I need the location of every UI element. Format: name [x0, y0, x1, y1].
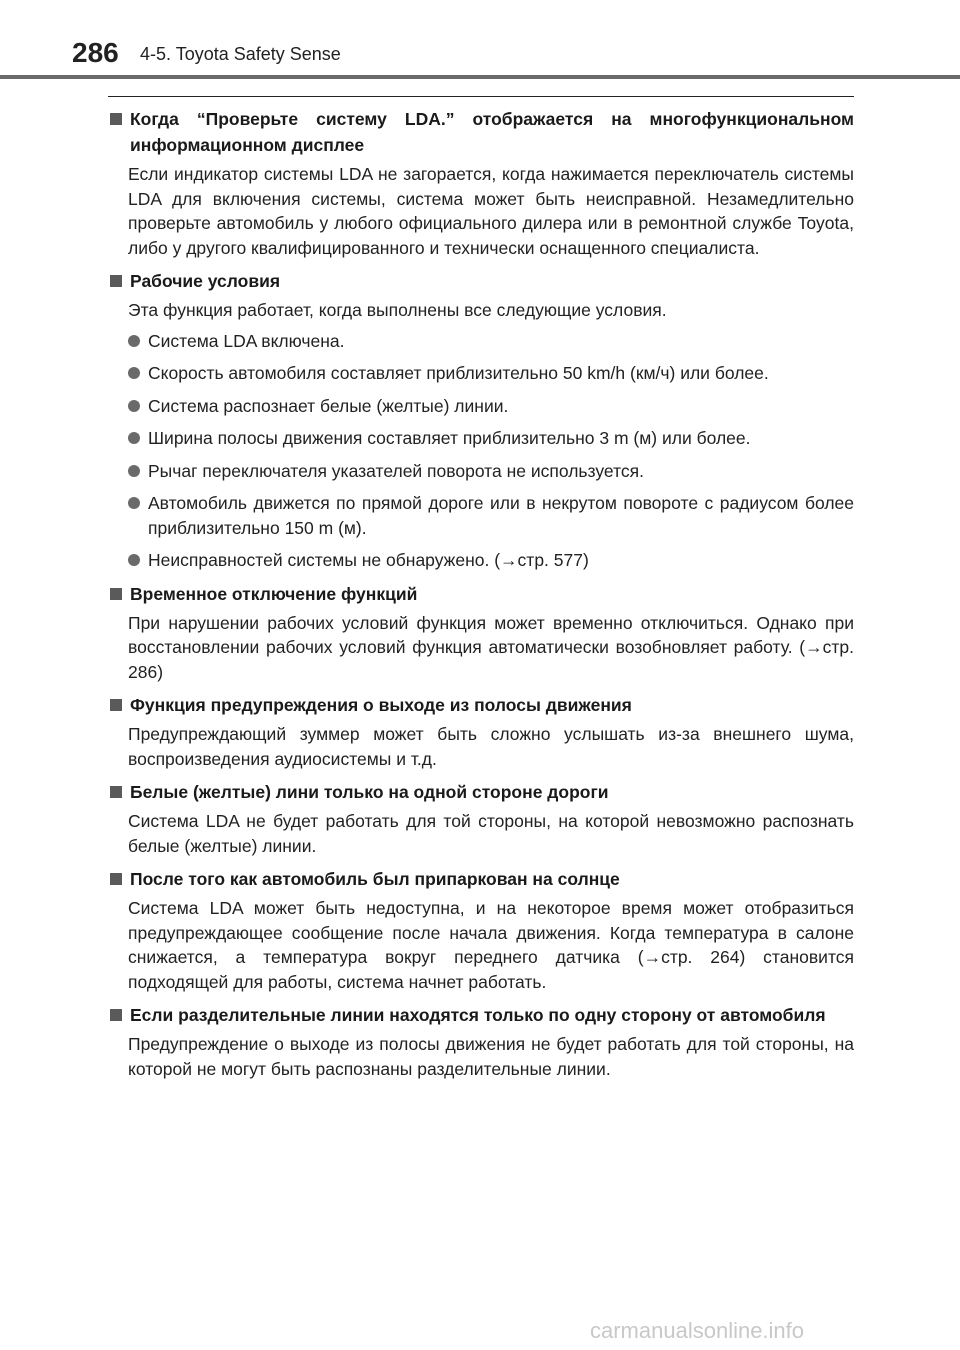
- section-paragraph: Предупреждение о выходе из полосы движения не будет работать для той стороны, на которой не могут быть распознаны разделительные линии.: [128, 1034, 854, 1079]
- section-operating-conditions: [108, 268, 854, 573]
- circle-bullet-icon: [128, 497, 140, 509]
- section-heading-text: Если разделительные линии находятся только по одну сторону от автомобиля: [130, 1005, 826, 1025]
- section-heading-text: Временное отключение функций: [130, 583, 418, 604]
- section-paragraph: Предупреждающий зуммер может быть сложно услышать из-за внешнего шума, воспроизведения аудиосистемы и т.д.: [128, 724, 854, 769]
- list-item: [108, 361, 854, 386]
- list-item: [108, 426, 854, 451]
- square-bullet-icon: [110, 113, 122, 125]
- section-paragraph: При нарушении рабочих условий функция может временно отключиться. Однако при восстановлении рабочих условий функция автоматически возобновляет работу. (→стр. 286): [128, 612, 854, 682]
- section-paragraph: Если индикатор системы LDA не загорается, когда нажимается переключатель системы LDA для включения системы, система может быть неисправной. Незамедлительно проверьте автомобиль у любого официального дилера или в ремонтной службе Toyota, либо у другого квалифицированного и технически оснащенного специалиста.: [128, 164, 854, 258]
- section-heading: [108, 779, 854, 805]
- list-item: [108, 491, 854, 540]
- section-heading-text: Рабочие условия: [130, 271, 281, 291]
- square-bullet-icon: [110, 699, 122, 711]
- list-item: [108, 329, 854, 354]
- circle-bullet-icon: [128, 400, 140, 412]
- square-bullet-icon: [110, 588, 122, 600]
- section-heading-text: Функция предупреждения о выходе из полосы движения: [130, 695, 632, 715]
- section-lda-check: [108, 106, 854, 260]
- section-paragraph: Система LDA может быть недоступна, и на некоторое время может отобразиться предупреждающее сообщение после начала движения. Когда температура в салоне снижается, а температура вокруг переднего датчика (→стр. 264) становится подходящей для работы, система начнет работать.: [128, 898, 854, 992]
- square-bullet-icon: [110, 275, 122, 287]
- section-heading-text: Белые (желтые) лини только на одной стороне дороги: [130, 782, 609, 802]
- list-item-text: Рычаг переключателя указателей поворота не используется.: [148, 460, 644, 481]
- section-heading: [108, 106, 854, 158]
- section-heading: [108, 268, 854, 294]
- section-lines-one-side: [108, 1002, 854, 1081]
- list-item: [108, 394, 854, 419]
- page-content: [108, 106, 854, 1089]
- list-item-text: Система LDA включена.: [148, 330, 345, 351]
- section-title: 4-5. Toyota Safety Sense: [140, 44, 341, 64]
- section-single-side-lines: [108, 779, 854, 858]
- section-heading: [108, 581, 854, 607]
- circle-bullet-icon: [128, 367, 140, 379]
- list-item-text: Неисправностей системы не обнаружено. (→стр. 577): [148, 550, 589, 570]
- circle-bullet-icon: [128, 554, 140, 566]
- circle-bullet-icon: [128, 465, 140, 477]
- section-heading: [108, 866, 854, 892]
- section-parked-in-sun: [108, 866, 854, 994]
- section-lane-departure-warning: [108, 692, 854, 771]
- circle-bullet-icon: [128, 335, 140, 347]
- list-item-text: Система распознает белые (желтые) линии.: [148, 395, 509, 416]
- square-bullet-icon: [110, 873, 122, 885]
- section-heading-text: Когда “Проверьте систему LDA.” отображается на многофункциональном информационном дисплее: [130, 109, 854, 155]
- section-heading: [108, 692, 854, 718]
- list-item: [108, 548, 854, 573]
- list-item-text: Ширина полосы движения составляет приблизительно 3 m (м) или более.: [148, 428, 751, 448]
- page-number: 286: [72, 37, 119, 68]
- list-item: [108, 459, 854, 484]
- list-item-text: Скорость автомобиля составляет приблизительно 50 km/h (км/ч) или более.: [148, 363, 769, 383]
- square-bullet-icon: [110, 1009, 122, 1021]
- section-heading: [108, 1002, 854, 1028]
- square-bullet-icon: [110, 786, 122, 798]
- section-paragraph: Система LDA не будет работать для той стороны, на которой невозможно распознать белые (желтые) линии.: [128, 811, 854, 856]
- watermark: carmanualsonline.info: [590, 1318, 805, 1343]
- list-item-text: Автомобиль движется по прямой дороге или в некрутом повороте с радиусом более приблизительно 150 m (м).: [148, 493, 854, 538]
- section-heading-text: После того как автомобиль был припаркован на солнце: [130, 869, 620, 889]
- content-divider: [108, 96, 854, 97]
- circle-bullet-icon: [128, 432, 140, 444]
- section-paragraph: Эта функция работает, когда выполнены все следующие условия.: [128, 300, 667, 320]
- conditions-list: [108, 329, 854, 573]
- section-temporary-disable: [108, 581, 854, 685]
- header-divider: [0, 75, 960, 79]
- page-header: [0, 0, 960, 80]
